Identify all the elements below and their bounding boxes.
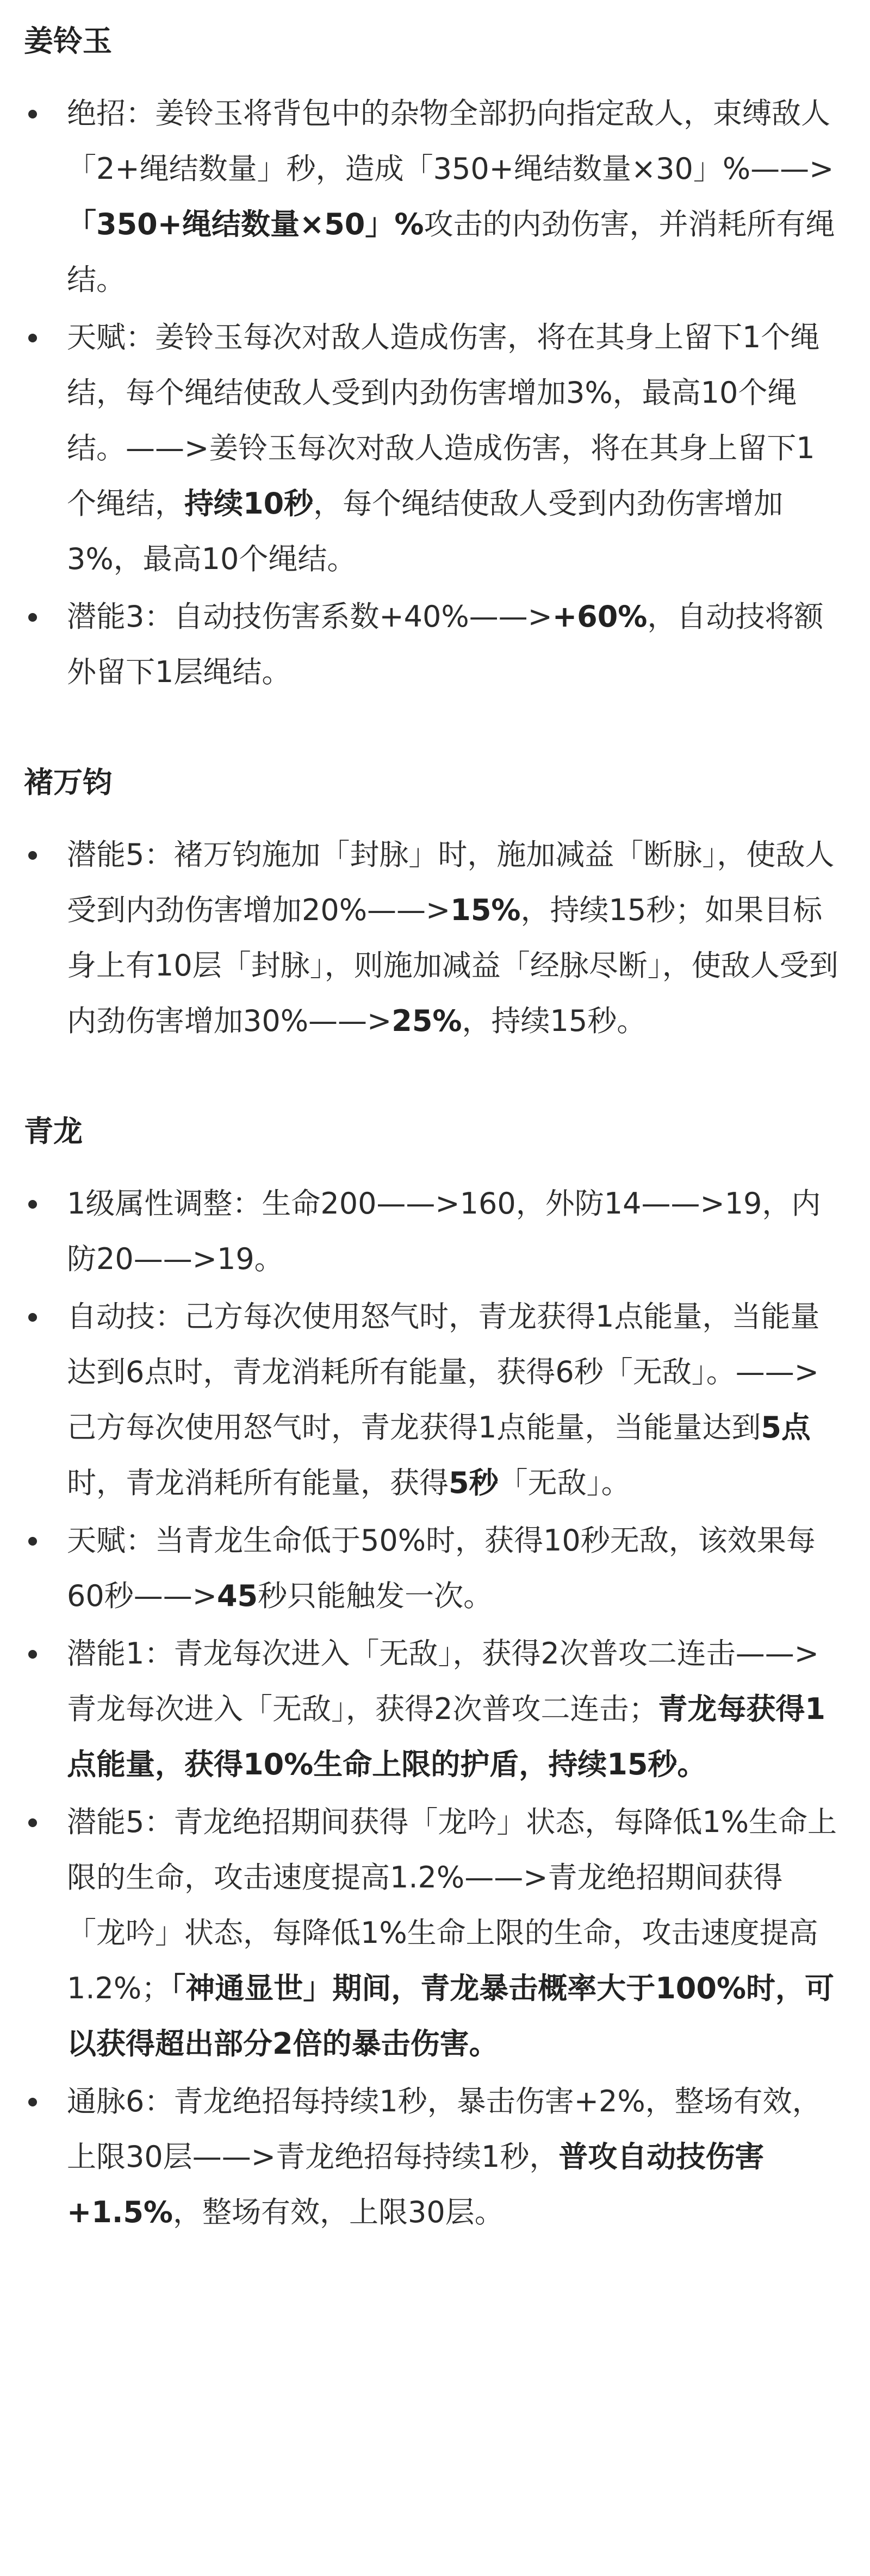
item-text: 潜能3：自动技伤害系数+40%——>	[67, 599, 552, 634]
change-list	[24, 827, 838, 1049]
emphasized-text: +60%	[552, 599, 648, 634]
list-item	[24, 310, 838, 587]
list-item	[24, 1626, 838, 1792]
bullet-dot-icon	[28, 1313, 37, 1322]
bullet-dot-icon	[28, 1200, 37, 1209]
bullet-dot-icon	[28, 1818, 37, 1827]
section-heading: 姜铃玉	[24, 24, 112, 58]
emphasized-text: 5秒	[449, 1466, 499, 1500]
section-qinglong	[24, 1112, 838, 2240]
emphasized-text: 45	[216, 1579, 258, 1613]
section-chu-wanjun	[24, 763, 838, 1049]
item-text: 时，青龙消耗所有能量，获得	[67, 1466, 449, 1500]
bullet-dot-icon	[28, 1650, 37, 1659]
item-text: 自动技：己方每次使用怒气时，青龙获得1点能量，当能量达到6点时，青龙消耗所有能量，获得6秒「无敌」。——>己方每次使用怒气时，青龙获得1点能量，当能量达到	[67, 1299, 820, 1445]
item-text: 潜能5：褚万钧施加「封脉」时，施加减益「断脉」，使敌人受到内劲伤害增加20%——>	[67, 837, 835, 927]
emphasized-text: 持续10秒	[184, 486, 314, 521]
item-text: ，每个绳结使敌人受到内劲伤害增加3%，最高10个绳结。	[67, 486, 784, 576]
item-text: 攻击的内劲伤害，并消耗所有绳结。	[67, 207, 835, 297]
item-text: ，持续15秒。	[462, 1004, 647, 1038]
item-text: ，持续15秒；如果目标身上有10层「封脉」，则施加减益「经脉尽断」，使敌人受到内劲伤害增加30%——>	[67, 893, 838, 1038]
list-item	[24, 2074, 838, 2240]
item-text: 「无敌」。	[498, 1466, 631, 1500]
bullet-dot-icon	[28, 110, 37, 118]
list-item	[24, 827, 838, 1049]
item-text: 秒只能触发一次。	[258, 1579, 493, 1613]
emphasized-text: 「350+绳结数量×50」%	[67, 207, 424, 241]
section-heading: 褚万钧	[24, 765, 112, 799]
emphasized-text: 15%	[450, 893, 521, 927]
list-item	[24, 86, 838, 308]
emphasized-text: 普攻自动技伤害+1.5%	[67, 2140, 765, 2229]
list-item	[24, 1513, 838, 1624]
list-item	[24, 1795, 838, 2072]
bullet-dot-icon	[28, 613, 37, 622]
emphasized-text: 5点	[761, 1410, 811, 1445]
item-text: 潜能5：青龙绝招期间获得「龙吟」状态，每降低1%生命上限的生命，攻击速度提高1.2%——>青龙绝招期间获得「龙吟」状态，每降低1%生命上限的生命，攻击速度提高1.2%；	[67, 1805, 837, 2005]
bullet-dot-icon	[28, 1537, 37, 1546]
item-text: 潜能1：青龙每次进入「无敌」，获得2次普攻二连击——>青龙每次进入「无敌」，获得2次普攻二连击；	[67, 1636, 819, 1726]
list-item	[24, 1289, 838, 1511]
list-item	[24, 1176, 838, 1287]
change-list	[24, 86, 838, 700]
bullet-dot-icon	[28, 851, 37, 860]
item-text: 通脉6：青龙绝招每持续1秒，暴击伤害+2%，整场有效，上限30层——>青龙绝招每持续1秒，	[67, 2084, 822, 2174]
item-text: 天赋：当青龙生命低于50%时，获得10秒无敌，该效果每60秒——>	[67, 1523, 816, 1613]
item-text: 1级属性调整：生命200——>160，外防14——>19，内防20——>19。	[67, 1186, 821, 1276]
item-text: ，自动技将额外留下1层绳结。	[67, 599, 824, 689]
item-text: ，整场有效，上限30层。	[173, 2195, 504, 2229]
section-jiang-lingyu	[24, 22, 838, 700]
emphasized-text: 青龙每获得1点能量，获得10%生命上限的护盾，持续15秒。	[67, 1692, 825, 1781]
item-text: 天赋：姜铃玉每次对敌人造成伤害，将在其身上留下1个绳结，每个绳结使敌人受到内劲伤害增加3%，最高10个绳结。——>姜铃玉每次对敌人造成伤害，将在其身上留下1个绳结，	[67, 320, 820, 521]
section-heading: 青龙	[24, 1114, 83, 1148]
emphasized-text: 25%	[391, 1004, 462, 1038]
item-text: 绝招：姜铃玉将背包中的杂物全部扔向指定敌人，束缚敌人「2+绳结数量」秒，造成「350+绳结数量×30」%——>	[67, 96, 834, 186]
bullet-dot-icon	[28, 2098, 37, 2106]
emphasized-text: 「神通显世」期间，青龙暴击概率大于100%时，可以获得超出部分2倍的暴击伤害。	[67, 1971, 835, 2061]
bullet-dot-icon	[28, 334, 37, 342]
list-item	[24, 589, 838, 700]
change-list	[24, 1176, 838, 2240]
